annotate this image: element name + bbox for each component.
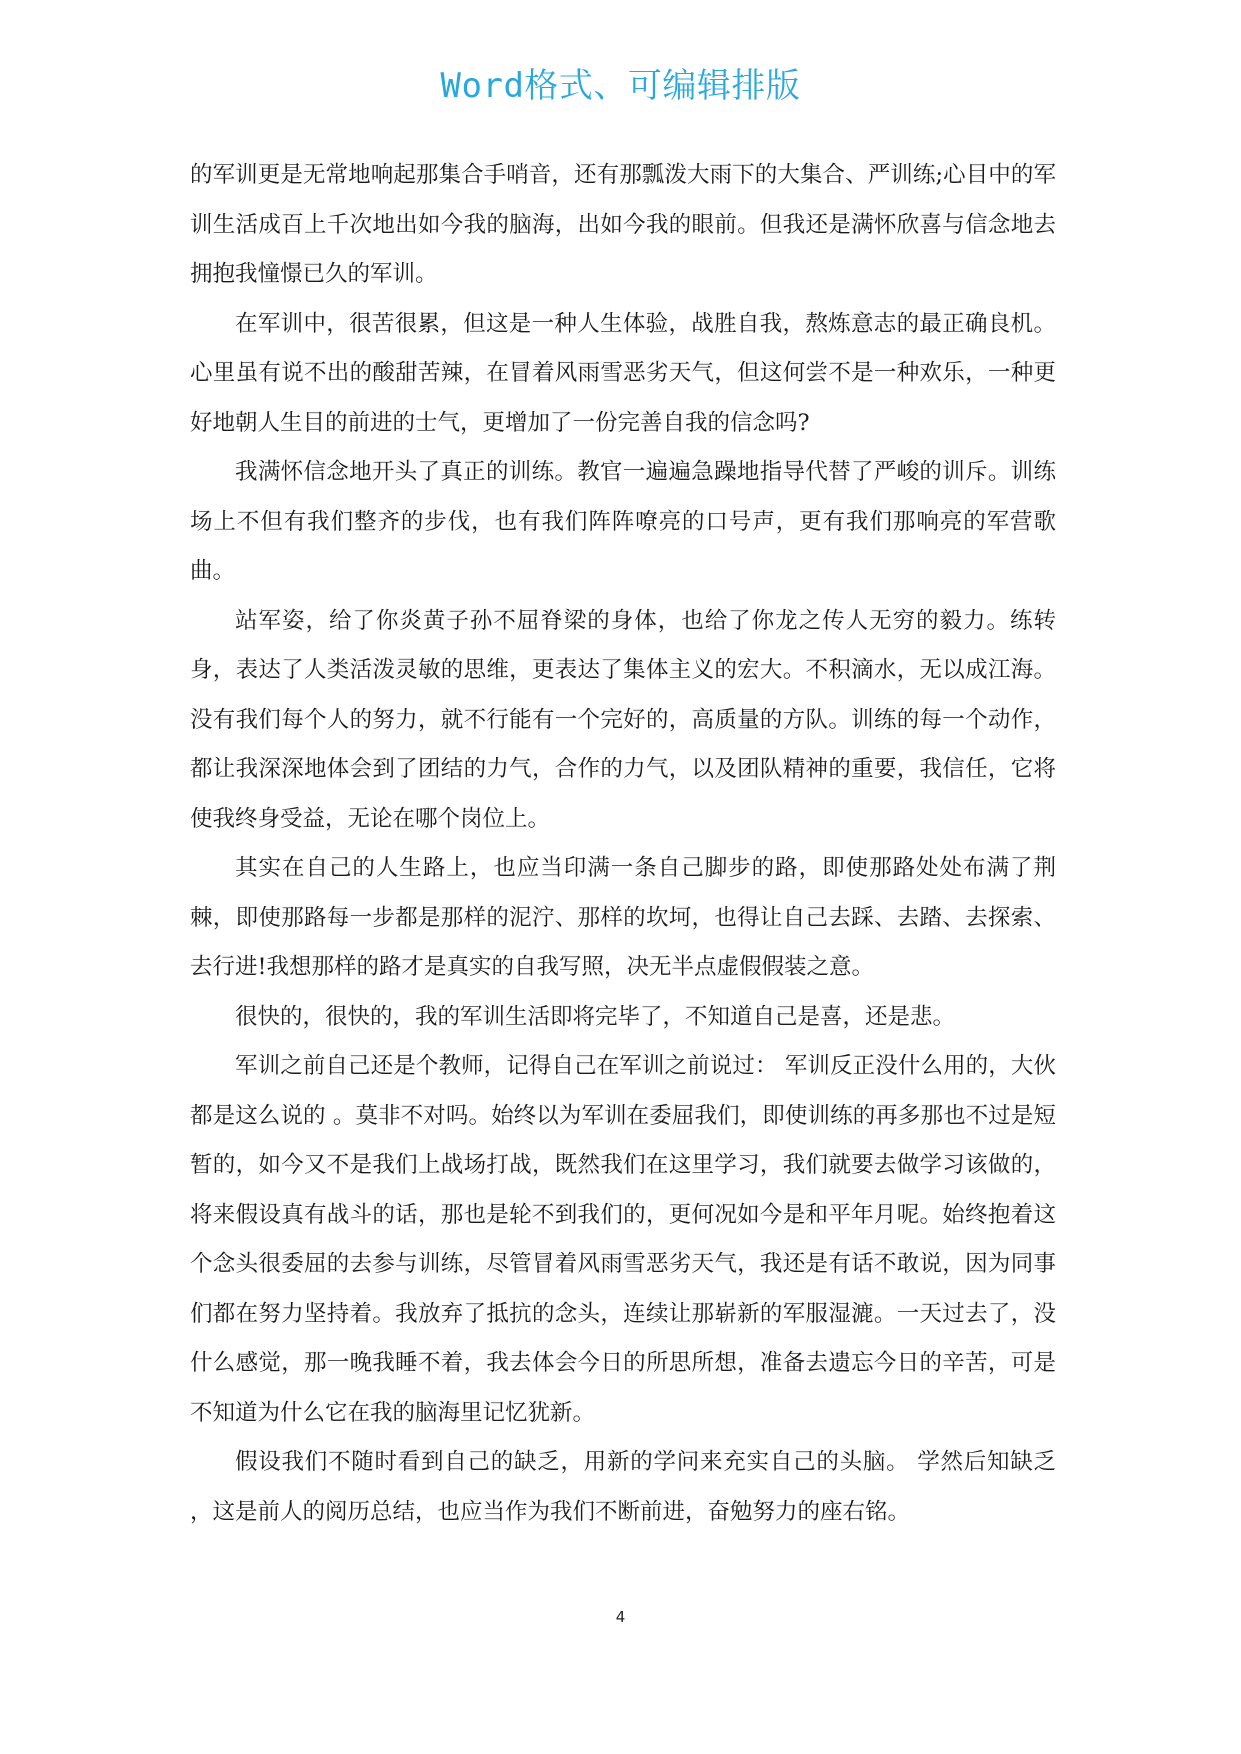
page-header-title: Word格式、可编辑排版 (440, 66, 801, 106)
paragraph-8: 假设我们不随时看到自己的缺乏，用新的学问来充实自己的头脑。 学然后知缺乏 ，这是前人的阅历总结，也应当作为我们不断前进，奋勉努力的座右铭。 (190, 1449, 1056, 1525)
paragraph-6: 很快的，很快的，我的军训生活即将完毕了，不知道自己是喜，还是悲。 (235, 1003, 956, 1030)
page-number: 4 (615, 1608, 626, 1626)
paragraph-5: 其实在自己的人生路上，也应当印满一条自己脚步的路，即使那路处处布满了荆棘，即使那路每一步都是那样的泥泞、那样的坎坷，也得让自己去踩、去踏、去探索、去行进!我想那样的路才是真实的自我写照，决无半点虚假假装之意。 (190, 855, 1056, 980)
paragraph-1: 的军训更是无常地响起那集合手哨音，还有那瓢泼大雨下的大集合、严训练;心目中的军训生活成百上千次地出如今我的脑海，出如今我的眼前。但我还是满怀欣喜与信念地去拥抱我憧憬已久的军训。 (190, 162, 1056, 287)
paragraph-3: 我满怀信念地开头了真正的训练。教官一遍遍急躁地指导代替了严峻的训斥。训练场上不但有我们整齐的步伐，也有我们阵阵嘹亮的口号声，更有我们那响亮的军营歌曲。 (190, 459, 1056, 584)
paragraph-2: 在军训中，很苦很累，但这是一种人生体验，战胜自我，熬炼意志的最正确良机。心里虽有说不出的酸甜苦辣，在冒着风雨雪恶劣天气，但这何尝不是一种欢乐，一种更好地朝人生目的前进的士气，更增加了一份完善自我的信念吗? (190, 310, 1056, 436)
document-body (190, 151, 1056, 1537)
paragraph-7: 军训之前自己还是个教师，记得自己在军训之前说过： 军训反正没什么用的，大伙都是这么说的 。莫非不对吗。始终以为军训在委屈我们，即使训练的再多那也不过是短暂的，如今又不是我们上战场打战，既然我们在这里学习，我们就要去做学习该做的，将来假设真有战斗的话，那也是轮不到我们的，更何况如今是和平年月呢。始终抱着这个念头很委屈的去参与训练，尽管冒着风雨雪恶劣天气，我还是有话不敢说，因为同事们都在努力坚持着。我放弃了抵抗的念头，连续让那崭新的军服湿漉。一天过去了，没什么感觉，那一晚我睡不着，我去体会今日的所思所想，准备去遗忘今日的辛苦，可是不知道为什么它在我的脑海里记忆犹新。 (190, 1053, 1056, 1426)
paragraph-4: 站军姿，给了你炎黄子孙不屈脊梁的身体，也给了你龙之传人无穷的毅力。练转身，表达了人类活泼灵敏的思维，更表达了集体主义的宏大。不积滴水，无以成江海。没有我们每个人的努力，就不行能有一个完好的，高质量的方队。训练的每一个动作，都让我深深地体会到了团结的力气，合作的力气，以及团队精神的重要，我信任，它将使我终身受益，无论在哪个岗位上。 (190, 607, 1056, 832)
